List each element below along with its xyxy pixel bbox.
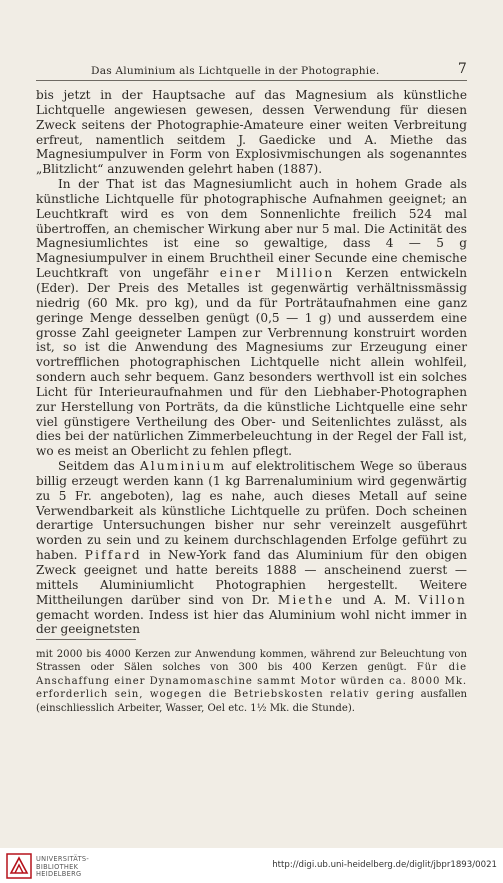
paragraph-2: [36, 177, 467, 459]
spaced-emphasis-einer-million: einer Million: [219, 266, 335, 281]
running-title: Das Aluminium als Lichtquelle in der Photographie.: [91, 65, 380, 77]
page-number: 7: [457, 61, 467, 77]
library-name-line-3: HEIDELBERG: [36, 870, 82, 879]
paragraph-3-text-e: gemacht worden. Indess ist hier das Aluminium wohl nicht immer in der geeignetsten: [36, 607, 467, 637]
spaced-emphasis-villon: Villon: [418, 592, 467, 607]
paragraph-2-text-a: In der That ist das Magnesiumlicht auch in hohem Grade als künstliche Lichtquelle für photographische Aufnahmen geeignet; an Leuchtkraft wird es von dem Sonnenlichte freilich 524 mal übertroffen, an chemischer Wirkung aber nur 5 mal. Die Actinität des Magnesiumlichtes ist eine so gewaltige, dass 4 — 5 g Magnesiumpulver in einem Bruchtheil einer Secunde eine chemische Leuchtkraft von ungefähr: [36, 177, 467, 281]
header-rule: [36, 80, 467, 81]
footnote-rule: [36, 639, 136, 640]
source-url-link[interactable]: http://digi.ub.uni-heidelberg.de/diglit/jbpr1893/0021: [272, 860, 497, 870]
footnote-spaced-emphasis: Für die Anschaffung einer Dynamomaschine sammt Motor würden ca. 8000 Mk. erforderlich sein, wogegen die Betriebskosten relativ gering: [36, 662, 467, 701]
body-text: [36, 88, 467, 637]
paragraph-1: bis jetzt in der Hauptsache auf das Magnesium als künstliche Lichtquelle angewiesen gewesen, dessen Verwendung für diesen Zweck seitens der Photographie-Amateure einer weiten Verbreitung erfreut, namentlich seitdem J. Gaedicke und A. Miethe das Magnesiumpulver in Form von Explosivmischungen als sogenanntes „Blitzlicht“ anzuwenden gelehrt haben (1887).: [36, 88, 467, 177]
digitization-footer: [0, 848, 503, 883]
footnote: [36, 648, 467, 715]
footnote-text: [36, 648, 467, 715]
library-name-line-2: BIBLIOTHEK: [36, 862, 79, 871]
running-header: [36, 63, 467, 79]
footnote-text-b: ausfallen (einschliesslich Arbeiter, Wasser, Oel etc. 1½ Mk. die Stunde).: [36, 689, 467, 714]
paragraph-2-text-b: Kerzen entwickeln (Eder). Der Preis des Metalles ist gegenwärtig verhältnissmässig niedrig (60 Mk. pro kg), und da für Porträtaufnahmen eine ganz geringe Menge desselben genügt (0,5 — 1 g) und ausserdem eine grosse Zahl geeigneter Lampen zur Verbrennung konstruirt worden ist, so ist die Anwendung des Magnesiums zur Erzeugung einer vortrefflichen photographischen Lichtquelle nicht allein wohlfeil, sondern auch sehr bequem. Ganz besonders werthvoll ist ein solches Licht für Interieuraufnahmen und für den Liebhaber-Photographen zur Herstellung von Porträts, da die künstliche Lichtquelle eine sehr viel günstigere Vertheilung des Ober- und Seitenlichtes zulässt, als dies bei der natürlichen Zimmerbeleuchtung in der Regel der Fall ist, wo es meist an Oberlicht zu fehlen pflegt.: [36, 266, 467, 459]
footnote-text-a: mit 2000 bis 4000 Kerzen zur Anwendung kommen, während zur Beleuchtung von Strassen oder Sälen solches von 300 bis 400 Kerzen genügt.: [36, 649, 467, 674]
library-name: [36, 856, 89, 879]
library-name-line-1: UNIVERSITÄTS-: [36, 855, 90, 863]
paragraph-3-text-c: in New-York fand das Aluminium für den obigen Zweck geeignet und hatte bereits 1888 — anscheinend zuerst — mittels Aluminiumlicht Photographien hergestellt. Weitere Mittheilungen darüber sind von Dr.: [36, 548, 467, 607]
spaced-emphasis-miethe: Miethe: [277, 592, 335, 607]
paragraph-3: [36, 459, 467, 637]
paragraph-3-text-a: Seitdem das: [58, 459, 140, 474]
university-library-logo-icon: [6, 853, 32, 879]
paragraph-3-text-b: auf elektrolitischem Wege so überaus billig erzeugt werden kann (1 kg Barrenaluminium wird gegenwärtig zu 5 Fr. angeboten), lag es nahe, auch dieses Metall auf seine Verwendbarkeit als künstliche Lichtquelle zu prüfen. Doch scheinen derartige Untersuchungen bisher nur sehr vereinzelt ausgeführt worden zu sein und zu keinem durchschlagenden Erfolge geführt zu haben.: [36, 459, 467, 563]
spaced-emphasis-aluminium: Aluminium: [139, 459, 227, 474]
spaced-emphasis-piffard: Piffard: [84, 548, 142, 563]
paragraph-3-text-d: und A. M.: [334, 592, 419, 607]
